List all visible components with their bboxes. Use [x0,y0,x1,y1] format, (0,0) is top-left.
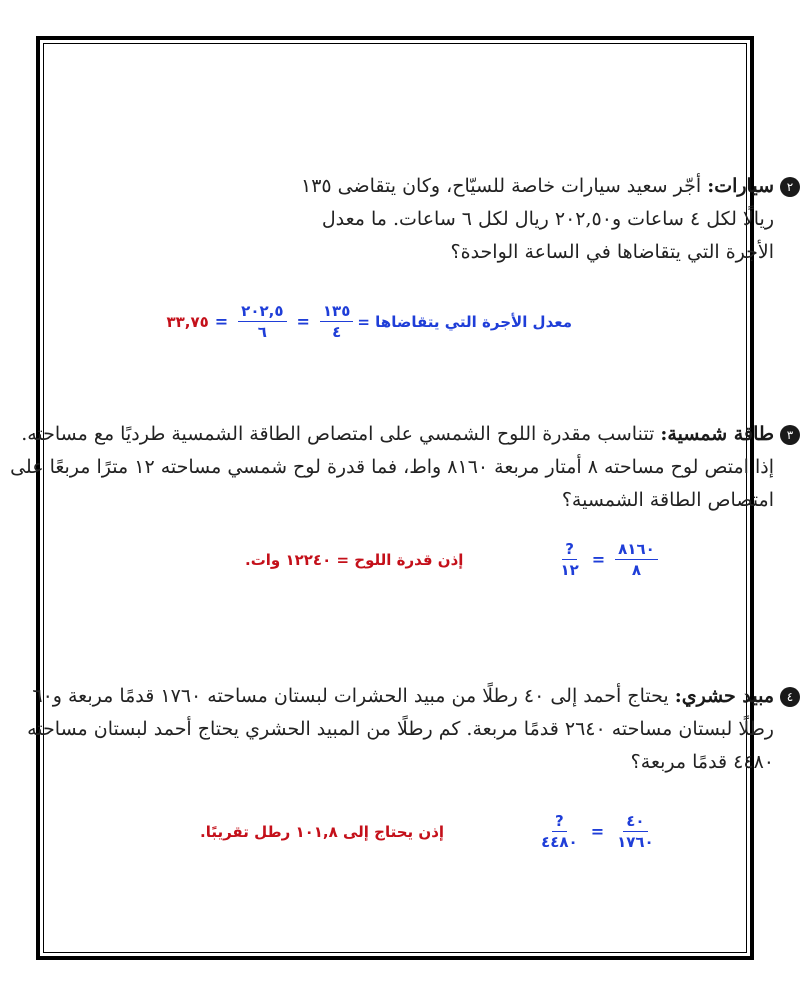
answer-conclusion: إذن قدرة اللوح = ١٢٢٤٠ وات. [245,550,464,569]
problem-text-line: تتناسب مقدرة اللوح الشمسي على امتصاص الطاقة الشمسية طرديًا مع مساحته. [21,423,655,445]
fraction-denominator: ١٧٦٠ [617,833,654,851]
fraction-numerator: ٢٠٢,٥ [238,302,286,322]
answer-result: ٣٣,٧٥ [166,312,209,331]
equals-sign: = [296,312,310,331]
equals-sign: = [214,312,229,331]
equals-sign: = [591,550,606,569]
problem-text-line: إذا امتص لوح مساحته ٨ أمتار مربعة ٨١٦٠ واط، فما قدرة لوح شمسي مساحته ١٢ مترًا مربعًا على [10,456,774,478]
answer-row-2 [166,302,572,341]
problem-keyword: مبيد حشري: [674,685,774,707]
problem-number-badge: ٣ [780,425,800,445]
problem-4 [27,680,800,779]
equals-sign: = [590,822,605,841]
problem-keyword: سيارات: [707,175,774,197]
fraction-numerator: ? [552,812,567,832]
answer-conclusion: إذن يحتاج إلى ١٠١,٨ رطل تقريبًا. [200,822,445,841]
problem-text-line: ريالًا لكل ٤ ساعات و٢٠٢,٥٠ ريال لكل ٦ ساعات. ما معدل [321,208,774,230]
answer-row-4 [200,812,661,851]
answer-label: معدل الأجرة التي يتقاضاها = [357,312,572,331]
fraction-denominator: ٨ [631,561,642,579]
fraction-numerator: ٤٠ [623,812,647,832]
fraction-denominator: ٤ [332,323,342,341]
problem-text-line: الأجرة التي يتقاضاها في الساعة الواحدة؟ [450,241,774,263]
fraction [238,302,286,341]
fraction-numerator: ٨١٦٠ [615,540,658,560]
fraction [614,812,657,851]
problem-number-badge: ٤ [780,687,800,707]
problem-text-line: أجّر سعيد سيارات خاصة للسيّاح، وكان يتقاضى ١٣٥ [301,175,702,197]
fraction-denominator: ٤٤٨٠ [541,833,578,851]
problem-text-line: يحتاج أحمد إلى ٤٠ رطلًا من مبيد الحشرات لبستان مساحته ١٧٦٠ قدمًا مربعة و٦٠ [32,685,669,707]
problem-number-badge: ٢ [780,177,800,197]
fraction-denominator: ٦ [257,323,267,341]
problem-text-line: ٤٤٨٠ قدمًا مربعة؟ [630,751,774,773]
fraction-numerator: ١٣٥ [320,302,353,322]
fraction-denominator: ١٢ [560,561,579,579]
fraction [615,540,658,579]
fraction-numerator: ? [562,540,577,560]
answer-row-3 [245,540,662,579]
problem-text-line: امتصاص الطاقة الشمسية؟ [561,489,774,511]
problem-3 [10,418,800,517]
fraction [557,540,581,579]
problem-2 [150,170,800,269]
fraction [538,812,581,851]
problem-keyword: طاقة شمسية: [660,423,774,445]
problem-text-line: رطلًا لبستان مساحته ٢٦٤٠ قدمًا مربعة. كم رطلًا من المبيد الحشري يحتاج أحمد لبستان مساحته [27,718,774,740]
fraction [320,302,353,341]
